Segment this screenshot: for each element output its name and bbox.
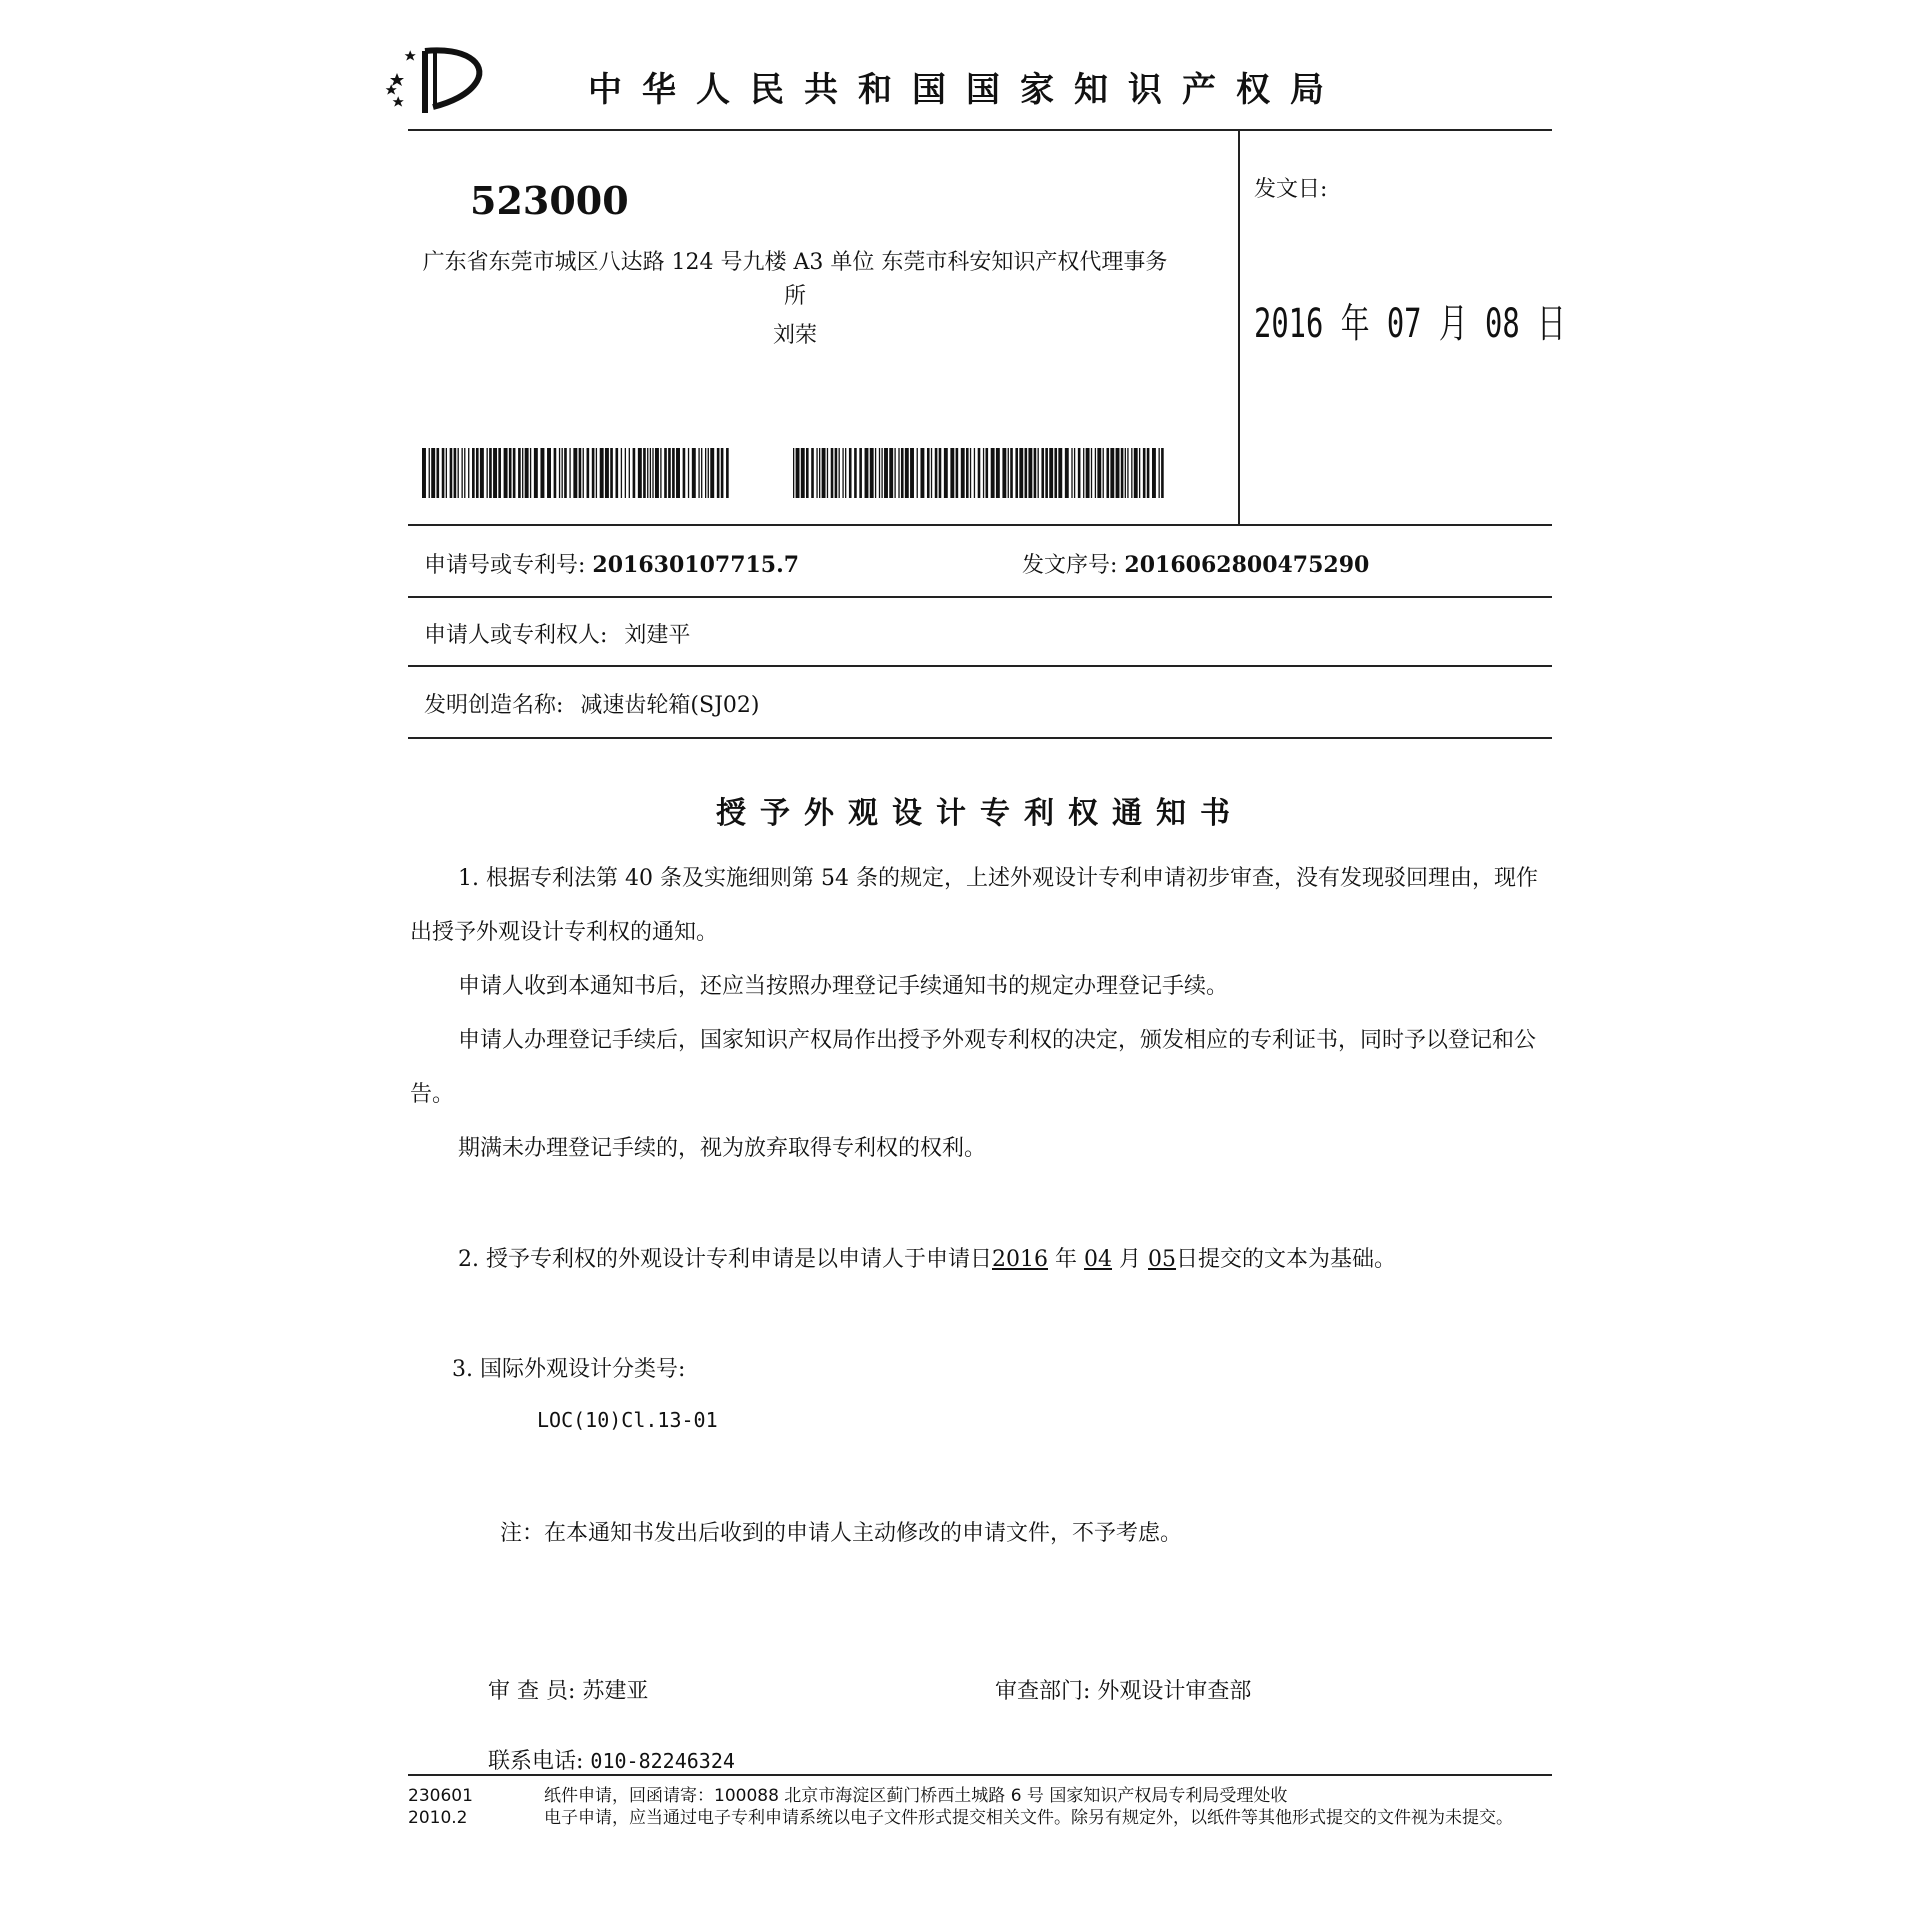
address-block-rule bbox=[408, 524, 1552, 526]
barcode-bar bbox=[1103, 448, 1104, 498]
barcode-bar bbox=[540, 448, 544, 498]
barcode-bar bbox=[461, 448, 462, 498]
barcode-bar bbox=[436, 448, 439, 498]
barcode-bar bbox=[875, 448, 876, 498]
barcode-bar bbox=[827, 448, 828, 498]
barcode-bar bbox=[996, 448, 1000, 498]
barcode-bar bbox=[530, 448, 531, 498]
barcode-bar bbox=[898, 448, 899, 498]
barcode-bar bbox=[1152, 448, 1156, 498]
department-row bbox=[995, 1674, 1251, 1705]
form-date: 2010.2 bbox=[408, 1808, 468, 1828]
barcode-bar bbox=[629, 448, 630, 498]
barcode-bar bbox=[431, 448, 435, 498]
barcode-bar bbox=[676, 448, 680, 498]
barcode-bar bbox=[454, 448, 457, 498]
barcode-bar bbox=[1008, 448, 1009, 498]
classification-label: 3. 国际外观设计分类号: bbox=[452, 1357, 686, 1382]
barcode-bar bbox=[422, 448, 426, 498]
barcode-bar bbox=[621, 448, 622, 498]
barcode-bar bbox=[489, 448, 492, 498]
barcode-bar bbox=[905, 448, 909, 498]
barcode-bar bbox=[458, 448, 459, 498]
filing-date-clause bbox=[458, 1242, 1396, 1273]
barcode-bar bbox=[525, 448, 529, 498]
notice-title: 授予外观设计专利权通知书 bbox=[716, 796, 1244, 831]
barcode-bar bbox=[1034, 448, 1037, 498]
barcode-bar bbox=[966, 448, 969, 498]
filing-month-unit: 月 bbox=[1119, 1247, 1142, 1272]
examiner-name: 苏建亚 bbox=[582, 1679, 649, 1704]
barcode-bar bbox=[664, 448, 667, 498]
barcode-bar bbox=[442, 448, 445, 498]
notice-note: 注：在本通知书发出后收到的申请人主动修改的申请文件，不予考虑。 bbox=[500, 1521, 1183, 1546]
barcode-bar bbox=[991, 448, 995, 498]
barcode-bar bbox=[970, 448, 971, 498]
date-column-divider bbox=[1238, 130, 1240, 525]
applicant-row bbox=[424, 618, 690, 649]
barcode-bar bbox=[1049, 448, 1053, 498]
serial-number-row bbox=[1022, 548, 1369, 579]
barcode-bar bbox=[450, 448, 453, 498]
barcode-bar bbox=[1071, 448, 1072, 498]
recipient-name: 刘荣 bbox=[772, 323, 817, 348]
barcode-bar bbox=[1025, 448, 1028, 498]
barcode-bar bbox=[710, 448, 714, 498]
barcode-bar bbox=[983, 448, 984, 498]
barcode-bar bbox=[870, 448, 874, 498]
barcode-bar bbox=[633, 448, 636, 498]
barcode-bar bbox=[579, 448, 582, 498]
examiner-label: 审 查 员: bbox=[488, 1679, 576, 1704]
barcode-bar bbox=[472, 448, 475, 498]
barcode-bar bbox=[879, 448, 880, 498]
barcode-bar bbox=[596, 448, 597, 498]
barcode-bar bbox=[446, 448, 447, 498]
barcode-bar bbox=[650, 448, 651, 498]
barcode-bar bbox=[920, 448, 924, 498]
barcode-bar bbox=[518, 448, 521, 498]
barcode-bar bbox=[1010, 448, 1013, 498]
barcode-bar bbox=[493, 448, 497, 498]
design-name-row bbox=[424, 688, 759, 719]
barcode-bar bbox=[726, 448, 729, 498]
barcode-bar bbox=[688, 448, 689, 498]
barcode-bar bbox=[592, 448, 595, 498]
barcode-bar bbox=[1125, 448, 1126, 498]
barcode-bar bbox=[600, 448, 604, 498]
barcode-bar bbox=[1015, 448, 1018, 498]
barcode-bar bbox=[835, 448, 838, 498]
barcode-bar bbox=[683, 448, 686, 498]
barcode-bar bbox=[498, 448, 501, 498]
barcode-bar bbox=[1019, 448, 1023, 498]
barcode-bar bbox=[655, 448, 659, 498]
barcode-bar bbox=[935, 448, 938, 498]
form-code: 230601 bbox=[408, 1786, 473, 1806]
barcode-bar bbox=[796, 448, 800, 498]
barcode-bar bbox=[1083, 448, 1084, 498]
barcode-bar bbox=[801, 448, 805, 498]
barcode-bar bbox=[845, 448, 846, 498]
footer-line-2: 电子申请，应当通过电子专利申请系统以电子文件形式提交相关文件。除另有规定外，以纸件等其他形式提交的文件视为未提交。 bbox=[544, 1808, 1513, 1828]
barcode-bar bbox=[562, 448, 563, 498]
barcode-bar bbox=[698, 448, 699, 498]
barcode-bar bbox=[564, 448, 567, 498]
barcode-bar bbox=[643, 448, 646, 498]
barcode-bar bbox=[559, 448, 560, 498]
barcode-bar bbox=[1074, 448, 1075, 498]
notice-paragraph-2: 申请人收到本通知书后，还应当按照办理登记手续通知书的规定办理登记手续。 bbox=[458, 974, 1229, 999]
barcode-bar bbox=[917, 448, 918, 498]
barcode-bar bbox=[811, 448, 814, 498]
barcode-bar bbox=[708, 448, 709, 498]
barcode-bar bbox=[1110, 448, 1114, 498]
barcode-bar bbox=[605, 448, 609, 498]
barcode-bar bbox=[569, 448, 570, 498]
barcode-bar bbox=[849, 448, 852, 498]
barcode-bar bbox=[884, 448, 888, 498]
barcode-bar bbox=[705, 448, 706, 498]
examiner-row bbox=[488, 1674, 648, 1705]
barcode-bar bbox=[839, 448, 840, 498]
barcode-bar bbox=[1054, 448, 1057, 498]
barcode-bar bbox=[1161, 448, 1164, 498]
barcode-bar bbox=[1065, 448, 1069, 498]
barcode-bar bbox=[1147, 448, 1150, 498]
department-label: 审查部门: bbox=[995, 1679, 1091, 1704]
application-number-label: 申请号或专利号: bbox=[424, 553, 586, 578]
barcode-bar bbox=[889, 448, 893, 498]
barcode-bar bbox=[793, 448, 794, 498]
barcode-bar bbox=[961, 448, 965, 498]
barcode-bar bbox=[547, 448, 551, 498]
barcode-bar bbox=[587, 448, 590, 498]
barcode-bar bbox=[944, 448, 948, 498]
filing-month: 04 bbox=[1084, 1247, 1113, 1272]
barcode-bar bbox=[881, 448, 882, 498]
classification-value: LOC(10)Cl.13-01 bbox=[537, 1408, 718, 1432]
barcode-bar bbox=[1095, 448, 1096, 498]
filing-year: 2016 bbox=[992, 1247, 1048, 1272]
barcode-bar bbox=[554, 448, 557, 498]
barcode-bar bbox=[610, 448, 613, 498]
filing-date-suffix: 日提交的文本为基础。 bbox=[1176, 1247, 1397, 1272]
barcode-bar bbox=[701, 448, 702, 498]
barcode-bar bbox=[721, 448, 724, 498]
barcode-bar bbox=[819, 448, 820, 498]
filing-date-prefix: 2. 授予专利权的外观设计专利申请是以申请人于申请日 bbox=[458, 1247, 992, 1272]
barcode-bar bbox=[573, 448, 577, 498]
barcode-bar bbox=[910, 448, 914, 498]
barcode-bar bbox=[1143, 448, 1146, 498]
application-number-row bbox=[424, 548, 799, 579]
barcode-bar bbox=[974, 448, 975, 498]
design-name-value: 减速齿轮箱(SJ02) bbox=[580, 693, 760, 718]
barcode-bar bbox=[638, 448, 642, 498]
barcode-bar bbox=[1131, 448, 1132, 498]
barcode-bar bbox=[625, 448, 626, 498]
design-name-label: 发明创造名称: bbox=[424, 693, 564, 718]
barcode-bar bbox=[464, 448, 465, 498]
barcode-bar bbox=[1158, 448, 1159, 498]
barcode-bar bbox=[1127, 448, 1128, 498]
barcode-bar bbox=[534, 448, 538, 498]
barcode-bar bbox=[816, 448, 817, 498]
barcode-bar bbox=[901, 448, 904, 498]
barcode-bar bbox=[522, 448, 523, 498]
barcode-bar bbox=[652, 448, 653, 498]
barcode-bar bbox=[931, 448, 932, 498]
barcode-bar bbox=[1116, 448, 1120, 498]
serial-number-value: 2016062800475290 bbox=[1124, 552, 1370, 578]
barcode-bar bbox=[1121, 448, 1124, 498]
barcode-bar bbox=[986, 448, 989, 498]
phone-row bbox=[488, 1744, 735, 1775]
barcode-bar bbox=[1002, 448, 1006, 498]
barcode-bar bbox=[476, 448, 479, 498]
barcode-bar bbox=[504, 448, 508, 498]
barcode-bar bbox=[668, 448, 671, 498]
barcode-bar bbox=[660, 448, 661, 498]
barcode-bar bbox=[1045, 448, 1048, 498]
cnipa-emblem-icon bbox=[385, 45, 491, 115]
barcode-bar bbox=[468, 448, 469, 498]
applicant-value: 刘建平 bbox=[624, 623, 691, 648]
field-rule-2 bbox=[408, 665, 1552, 667]
notice-paragraph-4: 期满未办理登记手续的，视为放弃取得专利权的权利。 bbox=[458, 1136, 987, 1161]
barcode-bar bbox=[865, 448, 869, 498]
barcode-bar bbox=[486, 448, 487, 498]
barcode-bar bbox=[509, 448, 512, 498]
postcode: 523000 bbox=[470, 178, 629, 223]
barcode-bar bbox=[842, 448, 843, 498]
field-rule-1 bbox=[408, 596, 1552, 598]
barcode-bar bbox=[615, 448, 618, 498]
barcode-bar bbox=[672, 448, 675, 498]
barcode-bar bbox=[956, 448, 959, 498]
barcode-bar bbox=[1078, 448, 1081, 498]
barcode-bar bbox=[1058, 448, 1062, 498]
barcode-bar bbox=[1091, 448, 1092, 498]
applicant-label: 申请人或专利权人: bbox=[424, 623, 608, 648]
barcode-bar bbox=[717, 448, 720, 498]
barcode-bar bbox=[831, 448, 834, 498]
barcode-bar bbox=[429, 448, 430, 498]
phone-label: 联系电话: bbox=[488, 1749, 584, 1774]
application-number-value: 201630107715.7 bbox=[592, 552, 800, 578]
barcode-bar bbox=[1134, 448, 1138, 498]
department-name: 外观设计审查部 bbox=[1097, 1679, 1252, 1704]
field-rule-3 bbox=[408, 737, 1552, 739]
header-rule bbox=[408, 129, 1552, 131]
barcode-bar bbox=[513, 448, 516, 498]
phone-number: 010-82246324 bbox=[590, 1749, 735, 1773]
barcode-bar bbox=[1086, 448, 1090, 498]
barcode-bar bbox=[806, 448, 809, 498]
barcode-bar bbox=[859, 448, 862, 498]
barcode-bar bbox=[480, 448, 484, 498]
issue-date-label: 发文日: bbox=[1254, 177, 1328, 202]
barcode-bar bbox=[1038, 448, 1039, 498]
recipient-address: 广东省东莞市城区八达路 124 号九楼 A3 单位 东莞市科安知识产权代理事务所 bbox=[422, 250, 1168, 309]
barcode-bar bbox=[1041, 448, 1044, 498]
barcode-bar bbox=[894, 448, 895, 498]
barcode-bar bbox=[854, 448, 857, 498]
barcode-bar bbox=[822, 448, 826, 498]
barcode-bar bbox=[692, 448, 696, 498]
barcode-bar bbox=[939, 448, 942, 498]
footer-line-1: 纸件申请，回函请寄：100088 北京市海淀区蓟门桥西土城路 6 号 国家知识产权局专利局受理处收 bbox=[544, 1786, 1288, 1806]
barcode-bar bbox=[950, 448, 954, 498]
notice-paragraph-3: 申请人办理登记手续后，国家知识产权局作出授予外观专利权的决定，颁发相应的专利证书，同时予以登记和公告。 bbox=[410, 1028, 1537, 1107]
barcode-left bbox=[422, 448, 730, 498]
barcode-bar bbox=[978, 448, 981, 498]
footer-rule bbox=[408, 1774, 1552, 1776]
filing-day: 05 bbox=[1148, 1247, 1177, 1272]
agency-title: 中华人民共和国国家知识产权局 bbox=[588, 70, 1344, 110]
serial-number-label: 发文序号: bbox=[1022, 553, 1118, 578]
filing-year-unit: 年 bbox=[1055, 1247, 1078, 1272]
issue-date-value: 2016 年 07 月 08 日 bbox=[1254, 301, 1566, 347]
barcode-bar bbox=[927, 448, 930, 498]
barcode-bar bbox=[583, 448, 584, 498]
barcode-bar bbox=[1106, 448, 1109, 498]
barcode-bar bbox=[647, 448, 648, 498]
barcode-bar bbox=[1139, 448, 1140, 498]
barcode-bar bbox=[1028, 448, 1032, 498]
notice-paragraph-1: 1. 根据专利法第 40 条及实施细则第 54 条的规定，上述外观设计专利申请初步审查，没有发现驳回理由，现作出授予外观设计专利权的通知。 bbox=[410, 866, 1538, 945]
barcode-right bbox=[793, 448, 1165, 498]
barcode-bar bbox=[1097, 448, 1101, 498]
